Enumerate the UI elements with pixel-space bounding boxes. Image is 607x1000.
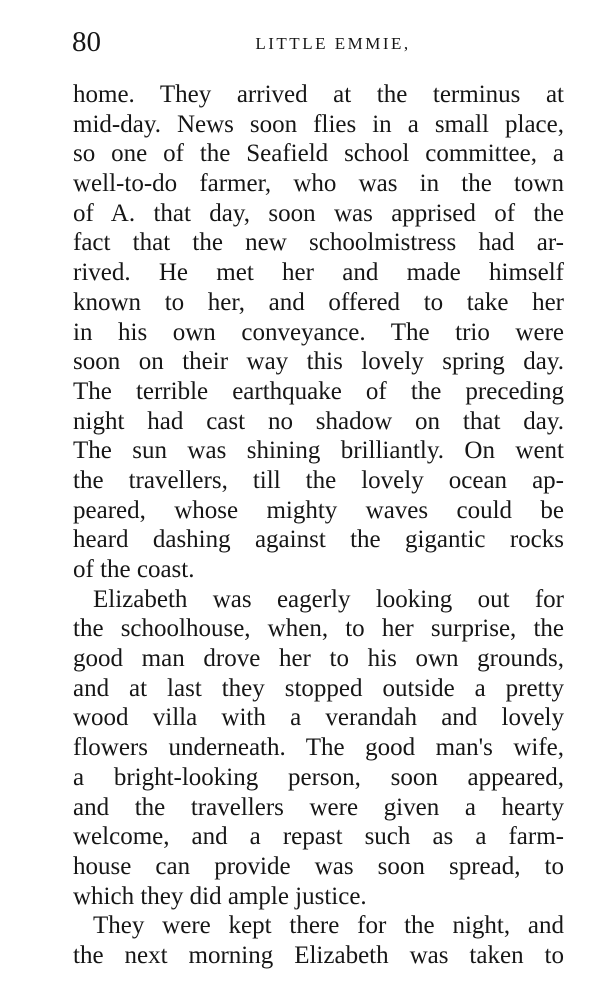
text-line: and at last they stopped outside a pretty: [73, 674, 564, 702]
text-line: so one of the Seafield school committee, a: [73, 140, 564, 168]
text-line: flowers underneath. The good man's wife,: [73, 734, 564, 762]
text-line: known to her, and offered to take her: [73, 288, 564, 316]
text-line: mid-day. News soon flies in a small place,: [73, 110, 564, 138]
text-line: night had cast no shadow on that day.: [73, 407, 564, 435]
text-line: heard dashing against the gigantic rocks: [73, 526, 564, 554]
text-line: The sun was shining brilliantly. On went: [73, 437, 564, 465]
text-line: rived. He met her and made himself: [73, 259, 564, 287]
text-line: and the travellers were given a hearty: [73, 793, 564, 821]
running-header: [72, 24, 564, 64]
text-line: fact that the new schoolmistress had ar-: [73, 229, 564, 257]
text-line: the travellers, till the lovely ocean ap-: [73, 466, 564, 494]
page-body-text: [73, 80, 564, 971]
text-line: house can provide was soon spread, to: [73, 852, 564, 880]
text-line: good man drove her to his own grounds,: [73, 645, 564, 673]
text-line: welcome, and a repast such as a farm-: [73, 823, 564, 851]
text-line: home. They arrived at the terminus at: [73, 81, 564, 108]
text-line: wood villa with a verandah and lovely: [73, 704, 564, 732]
text-line: well-to-do farmer, who was in the town: [73, 170, 564, 198]
page-number: 80: [72, 26, 101, 58]
paragraph-end-line: of the coast.: [73, 556, 195, 583]
text-line: the schoolhouse, when, to her surprise, the: [73, 615, 564, 643]
running-title: LITTLE EMMIE,: [255, 34, 411, 53]
paragraph-start-line: Elizabeth was eagerly looking out for: [93, 585, 564, 613]
paragraph-start-line: They were kept there for the night, and: [93, 912, 564, 940]
text-line: of A. that day, soon was apprised of the: [73, 199, 564, 227]
text-line: in his own conveyance. The trio were: [73, 318, 564, 346]
text-line: peared, whose mighty waves could be: [73, 496, 564, 524]
text-line: the next morning Elizabeth was taken to: [73, 941, 564, 969]
text-line: The terrible earthquake of the preceding: [73, 377, 564, 405]
text-line: a bright-looking person, soon appeared,: [73, 763, 564, 791]
paragraph-end-line: which they did ample justice.: [73, 882, 367, 910]
text-line: soon on their way this lovely spring day.: [73, 348, 564, 376]
